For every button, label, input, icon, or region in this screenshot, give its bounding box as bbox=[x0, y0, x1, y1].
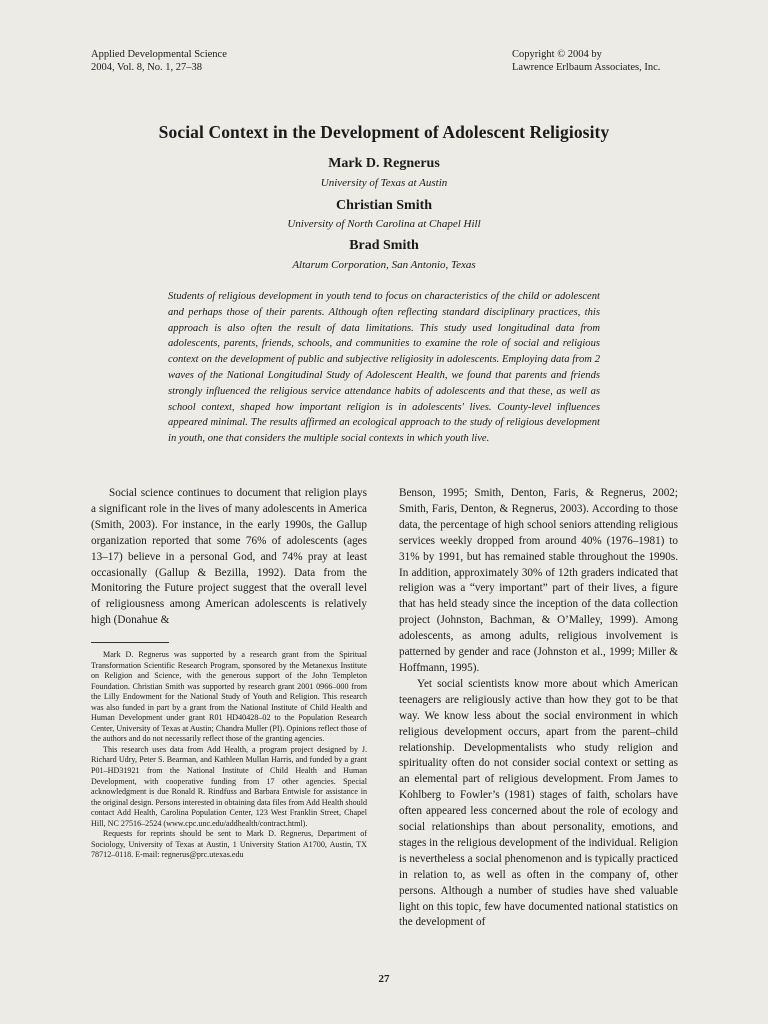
author-affiliation-3: Altarum Corporation, San Antonio, Texas bbox=[292, 259, 476, 271]
footnote-reprints: Requests for reprints should be sent to Mark D. Regnerus, Department of Sociology, University of Texas at Austin, 1 University Station A1700, Austin, TX 78712–0118. E-mail: regnerus@prc.utexas.edu bbox=[91, 829, 367, 860]
copyright-line: Copyright © 2004 by bbox=[512, 49, 602, 60]
body-column-right bbox=[399, 486, 678, 931]
author-affiliation-2: University of North Carolina at Chapel Hill bbox=[287, 218, 481, 230]
author-name-2: Christian Smith bbox=[335, 198, 433, 213]
author-name-1: Mark D. Regnerus bbox=[328, 156, 440, 171]
journal-volume: 2004, Vol. 8, No. 1, 27–38 bbox=[91, 62, 203, 73]
publisher-name: Lawrence Erlbaum Associates, Inc. bbox=[512, 62, 661, 73]
footnotes bbox=[91, 650, 367, 861]
footnote-rule bbox=[91, 642, 169, 643]
body-paragraph: Yet social scientists know more about which American teenagers are religiously active than how they got to be that way. We know less about the social environment in which religious development occurs, apart from the parent–child relationship. Developmentalists who study religion and spirituality often do not consider social context or setting as an elemental part of religious development. From James to Kohlberg to Fowler’s (1981) stages of faith, scholars have often appeared less concerned about the role of ecology and social relationships than about personality, emotions, and stages in the religious development of the individual. Religion is nevertheless a social phenomenon and is typically practiced in relation to, as well as often in the company of, other persons. Although a number of studies have shed valuable light on this topic, few have documented national statistics on the development of bbox=[399, 677, 678, 929]
body-paragraph: Benson, 1995; Smith, Denton, Faris, & Regnerus, 2002; Smith, Faris, Denton, & Regnerus, 2003). According to those data, the percentage of high school seniors attending religious services weekly dropped from around 40% (1976–1981) to 31% by 1991, but has remained stable throughout the 1990s. In addition, approximately 30% of 12th graders indicated that religion was a “very important” part of their lives, a figure that has held steady since the inception of the data collection project (Johnston, Bachman, & O’Malley, 1999). Among adolescents, as among adults, religious involvement is patterned by gender and race (Johnston et al., 1999; Miller & Hoffmann, 1995). bbox=[399, 487, 678, 674]
page-number: 27 bbox=[378, 973, 390, 985]
footnote-funding: Mark D. Regnerus was supported by a research grant from the Spiritual Transformation Scientific Research Program, sponsored by the Metanexus Institute on Religion and Science, with the generous support of the John Templeton Foundation. Christian Smith was supported by research grant 2001 0966–000 from the Lilly Endowment for the National Study of Youth and Religion. This research was also funded in part by a grant from the National Institute of Child Health and Human Development under grant R01 HD40428–02 to the Population Research Center, University of Texas at Austin; Chandra Muller (PI). Opinions reflect those of the authors and do not necessarily reflect those of the granting agencies. bbox=[91, 650, 367, 744]
author-name-3: Brad Smith bbox=[349, 238, 419, 253]
journal-header-left bbox=[91, 48, 227, 74]
body-column-left bbox=[91, 486, 367, 629]
article-title: Social Context in the Development of Adolescent Religiosity bbox=[158, 122, 610, 142]
journal-name: Applied Developmental Science bbox=[91, 49, 227, 60]
journal-header-right bbox=[512, 48, 660, 74]
abstract: Students of religious development in youth tend to focus on characteristics of the child or adolescent and perhaps those of their parents. Although often reflecting standard disciplinary practices, this approach is also often the result of data limitations. This study used longitudinal data from adolescents, parents, friends, schools, and communities to examine the role of social and religious context on the development of public and subjective religiosity in adolescents. Employing data from 2 waves of the National Longitudinal Study of Adolescent Health, we found that parents and friends strongly influenced the religious service attendance habits of adolescents and that these, as well as school context, shaped how important religion is in adolescents' lives. County-level influences appeared minimal. The results affirmed an ecological approach to the study of religious development in youth, one that considers the multiple social contexts in which youth live. bbox=[168, 291, 600, 445]
footnote-data-source: This research uses data from Add Health, a program project designed by J. Richard Udry, Peter S. Bearman, and Kathleen Mullan Harris, and funded by a grant P01–HD31921 from the National Institute of Child Health and Human Development, with cooperative funding from 17 other agencies. Special acknowledgment is due Ronald R. Rindfuss and Barbara Entwisle for assistance in the original design. Persons interested in obtaining data files from Add Health should contact Add Health, Carolina Population Center, 123 West Franklin Street, Chapel Hill, NC 27516–2524 (www.cpc.unc.edu/addhealth/contract.html). bbox=[91, 744, 367, 828]
author-affiliation-1: University of Texas at Austin bbox=[320, 177, 448, 189]
body-paragraph: Social science continues to document that religion plays a significant role in the lives of many adolescents in America (Smith, 2003). For instance, in the early 1990s, the Gallup organization reported that some 76% of adolescents (ages 13–17) believe in a personal God, and 74% pray at least occasionally (Gallup & Bezilla, 1992). Data from the Monitoring the Future project suggest that the overall level of religiousness among American adolescents is relatively high (Donahue & bbox=[91, 487, 367, 627]
